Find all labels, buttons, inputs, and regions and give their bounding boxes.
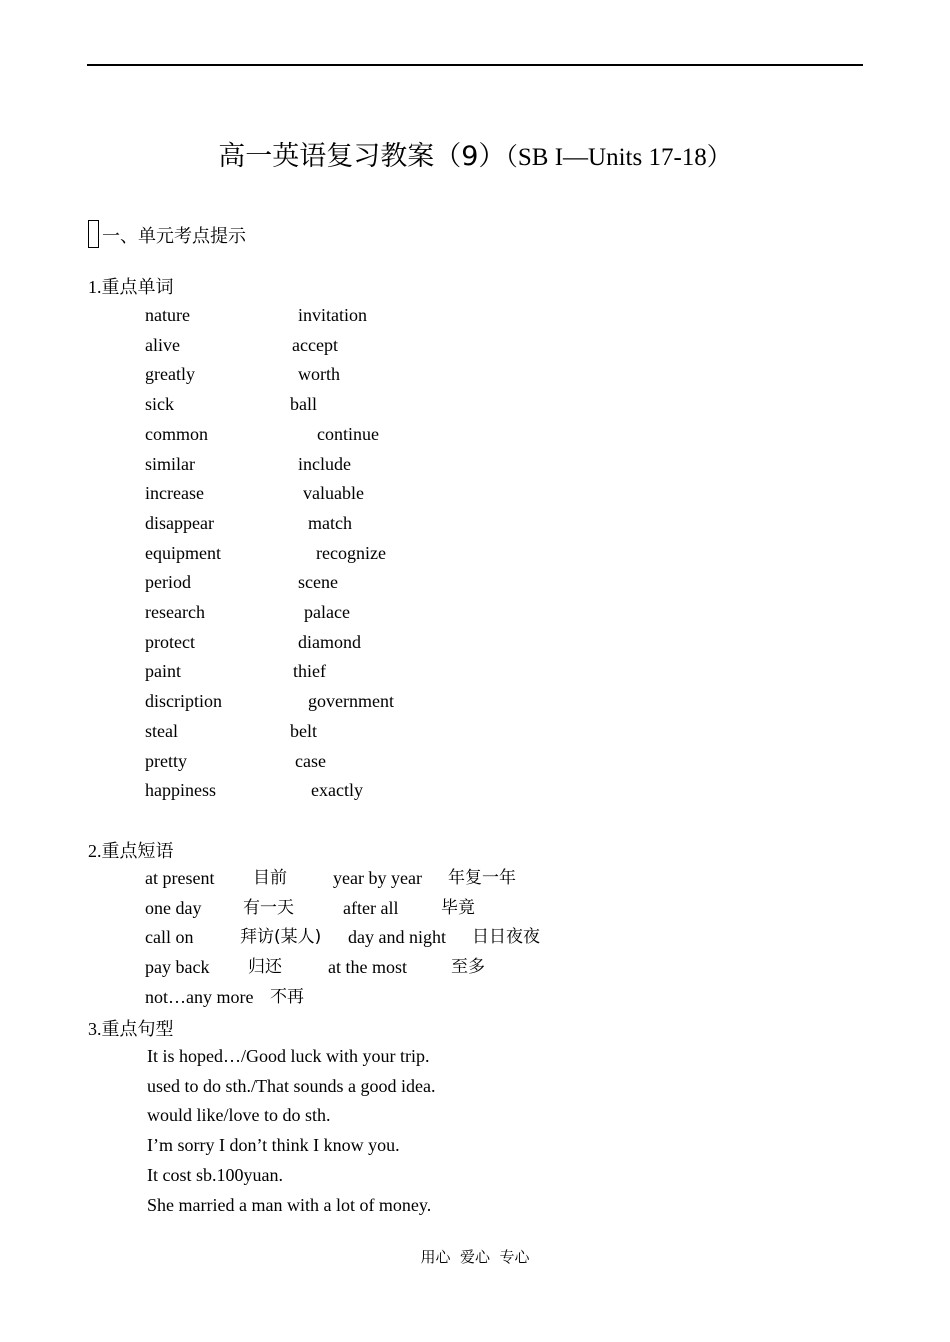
missing-glyph-box xyxy=(88,220,99,248)
phrase: pay back xyxy=(145,957,210,978)
phrase-meaning: 目前 xyxy=(253,868,287,888)
word-left: steal xyxy=(145,720,178,741)
word-left: disappear xyxy=(145,512,214,533)
word-right: accept xyxy=(292,334,338,355)
part1-heading: 1.重点单词 xyxy=(88,277,174,298)
word-right: valuable xyxy=(303,483,364,504)
phrase-meaning: 有一天 xyxy=(243,897,294,918)
word-right: invitation xyxy=(298,305,367,325)
sentence-pattern: She married a man with a lot of money. xyxy=(147,1194,432,1215)
section-heading xyxy=(88,220,246,248)
word-right: include xyxy=(298,453,351,474)
part3-heading: 3.重点句型 xyxy=(88,1019,174,1040)
word-right: palace xyxy=(304,602,350,622)
phrase-meaning: 年复一年 xyxy=(448,868,516,888)
word-right: belt xyxy=(290,720,317,741)
word-right: worth xyxy=(298,364,340,385)
phrase: not…any more xyxy=(145,986,254,1007)
sentence-pattern: It cost sb.100yuan. xyxy=(147,1164,283,1185)
word-right: exactly xyxy=(311,780,363,801)
header-rule xyxy=(87,64,863,66)
word-left: pretty xyxy=(145,750,187,771)
word-left: sick xyxy=(145,394,174,415)
sentence-pattern: used to do sth./That sounds a good idea. xyxy=(147,1075,436,1096)
phrase: one day xyxy=(145,897,202,918)
word-right: diamond xyxy=(298,631,361,652)
word-right: recognize xyxy=(316,542,386,563)
phrase-meaning: 日日夜夜 xyxy=(472,927,540,948)
title-units: （SB I—Units 17-18） xyxy=(505,144,732,171)
word-right: scene xyxy=(298,572,338,593)
word-left: greatly xyxy=(145,364,195,385)
part2-heading: 2.重点短语 xyxy=(88,841,174,862)
word-right: continue xyxy=(317,423,379,444)
word-left: discription xyxy=(145,691,222,712)
word-left: research xyxy=(145,602,205,622)
phrase: at the most xyxy=(328,957,407,978)
word-left: protect xyxy=(145,631,195,652)
phrase: day and night xyxy=(348,927,446,948)
word-left: equipment xyxy=(145,542,221,563)
word-right: thief xyxy=(293,661,326,682)
phrase: call on xyxy=(145,927,194,948)
word-right: case xyxy=(295,750,326,771)
phrase: at present xyxy=(145,868,215,888)
page-footer: 用心 爱心 专心 xyxy=(420,1248,530,1266)
word-right: government xyxy=(308,691,394,712)
phrase: after all xyxy=(343,897,399,918)
word-left: alive xyxy=(145,334,180,355)
phrase-meaning: 至多 xyxy=(451,957,485,978)
word-left: paint xyxy=(145,661,181,682)
word-left: common xyxy=(145,423,208,444)
sentence-pattern: would like/love to do sth. xyxy=(147,1105,331,1126)
phrase-meaning: 毕竟 xyxy=(441,897,475,918)
title-chinese: 高一英语复习教案（9） xyxy=(218,141,506,172)
word-left: nature xyxy=(145,305,190,325)
word-left: period xyxy=(145,572,191,593)
sentence-pattern: It is hoped…/Good luck with your trip. xyxy=(147,1046,430,1066)
section-heading-text: 一、单元考点提示 xyxy=(102,226,246,247)
word-left: happiness xyxy=(145,780,216,801)
word-left: increase xyxy=(145,483,204,504)
phrase-meaning: 归还 xyxy=(248,957,282,978)
word-right: ball xyxy=(290,394,317,415)
sentence-pattern: I’m sorry I don’t think I know you. xyxy=(147,1135,400,1156)
phrase-meaning: 不再 xyxy=(270,986,304,1007)
phrase-meaning: 拜访(某人) xyxy=(240,927,322,948)
word-right: match xyxy=(308,512,352,533)
phrase: year by year xyxy=(333,868,422,888)
word-left: similar xyxy=(145,453,195,474)
page-title xyxy=(0,134,950,173)
